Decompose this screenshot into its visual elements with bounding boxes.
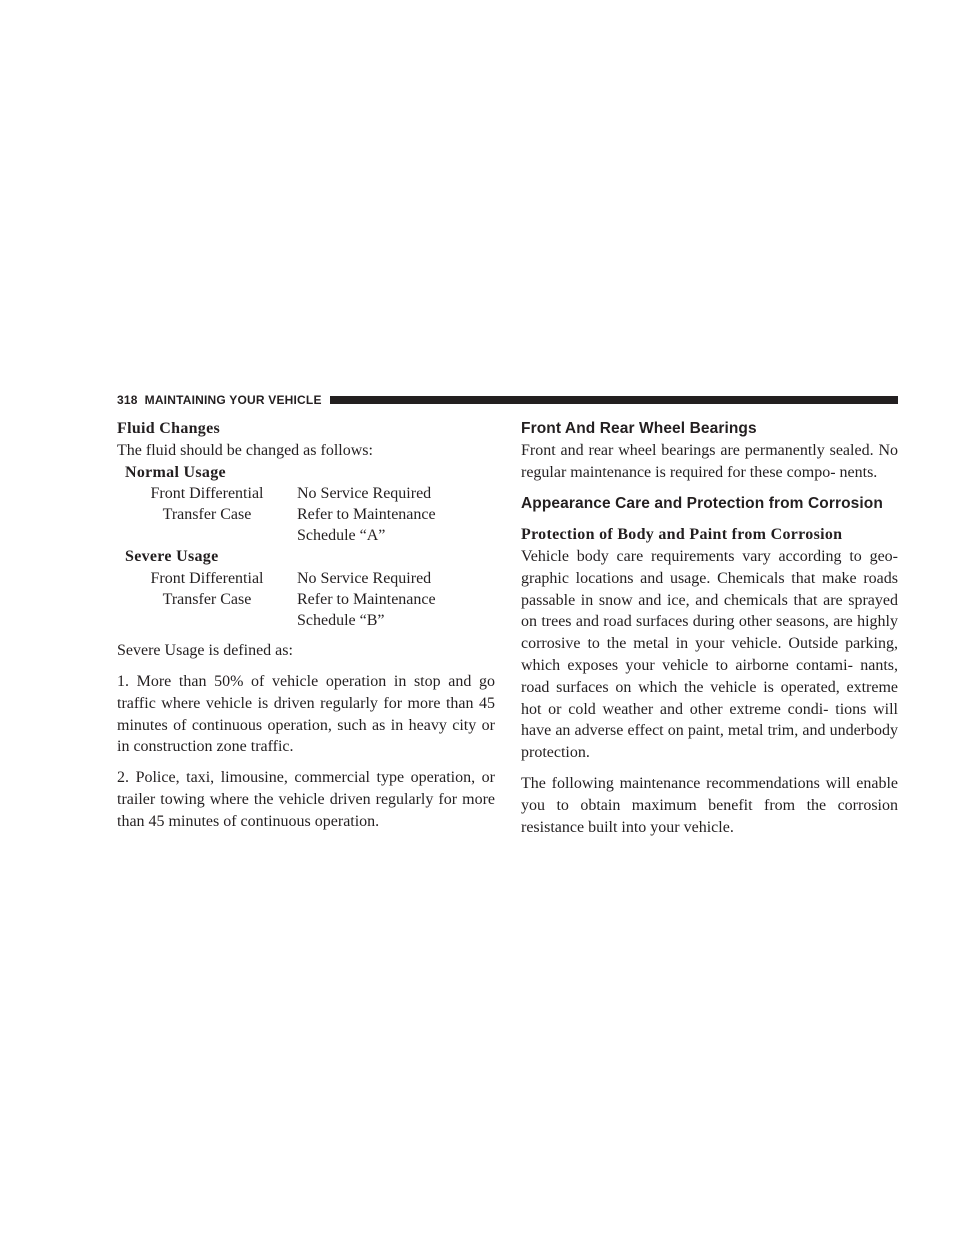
severe-usage-point-1: 1. More than 50% of vehicle operation in stop and go traffic where vehicle is driven regularly for more than 45 minutes of continuous operation, such as in heavy city or in construction zone traffic.: [117, 672, 495, 756]
fluid-spec-line2: Schedule “A”: [297, 527, 386, 545]
fluid-item: Front Differential: [150, 485, 264, 503]
severe-usage-label: Severe Usage: [125, 548, 219, 566]
normal-usage-label: Normal Usage: [125, 463, 226, 481]
right-column: [521, 418, 898, 838]
fluid-spec-line2: Schedule “B”: [297, 612, 385, 630]
severe-usage-point-2: 2. Police, taxi, limousine, commercial type operation, or trailer towing where the vehicle driven regularly for more than 45 minutes of continuous operation.: [117, 769, 495, 830]
fluid-spec: [297, 589, 436, 631]
header-rule: [330, 396, 898, 404]
page-number: 318: [117, 393, 138, 407]
severe-row-front-differential: [117, 568, 495, 589]
severe-usage-defined: Severe Usage is defined as:: [117, 642, 293, 660]
fluid-item: Transfer Case: [162, 591, 252, 609]
fluid-spec: [297, 504, 436, 546]
normal-row-transfer-case: [117, 504, 495, 546]
fluid-changes-heading: Fluid Changes: [117, 420, 221, 437]
page-header: [117, 392, 898, 408]
fluid-spec-line1: Refer to Maintenance: [297, 591, 436, 609]
fluid-spec: No Service Required: [297, 570, 432, 588]
fluid-changes-intro: The fluid should be changed as follows:: [117, 441, 373, 459]
appearance-paragraph-1: Vehicle body care requirements vary according to geo- graphic locations and usage. Chemicals that make roads passable in snow and ice, and chemicals that are sprayed on trees and road surfaces during other seasons, are highly corrosive to the metal in your vehicle. Outside parking, which exposes your vehicle to airborne contami- nants, road surfaces on which the vehicle is operated, extreme hot or cold weather and other extreme condi- tions will have an adverse effect on paint, metal trim, and underbody protection.: [521, 547, 898, 762]
appearance-care-heading: Appearance Care and Protection from Corrosion: [521, 495, 883, 513]
fluid-spec-line1: Refer to Maintenance: [297, 506, 436, 524]
section-title: MAINTAINING YOUR VEHICLE: [144, 393, 322, 407]
left-column: [117, 418, 495, 833]
wheel-bearings-text: Front and rear wheel bearings are permanently sealed. No regular maintenance is required for these compo- nents.: [521, 441, 898, 481]
severe-row-transfer-case: [117, 589, 495, 631]
normal-row-front-differential: [117, 483, 495, 504]
wheel-bearings-heading: Front And Rear Wheel Bearings: [521, 420, 757, 437]
fluid-item: Front Differential: [150, 570, 264, 588]
fluid-item: Transfer Case: [162, 506, 252, 524]
fluid-spec: No Service Required: [297, 485, 432, 503]
protection-subheading: Protection of Body and Paint from Corrosion: [521, 526, 843, 544]
appearance-paragraph-2: The following maintenance recommendations will enable you to obtain maximum benefit from the corrosion resistance built into your vehicle.: [521, 774, 898, 836]
